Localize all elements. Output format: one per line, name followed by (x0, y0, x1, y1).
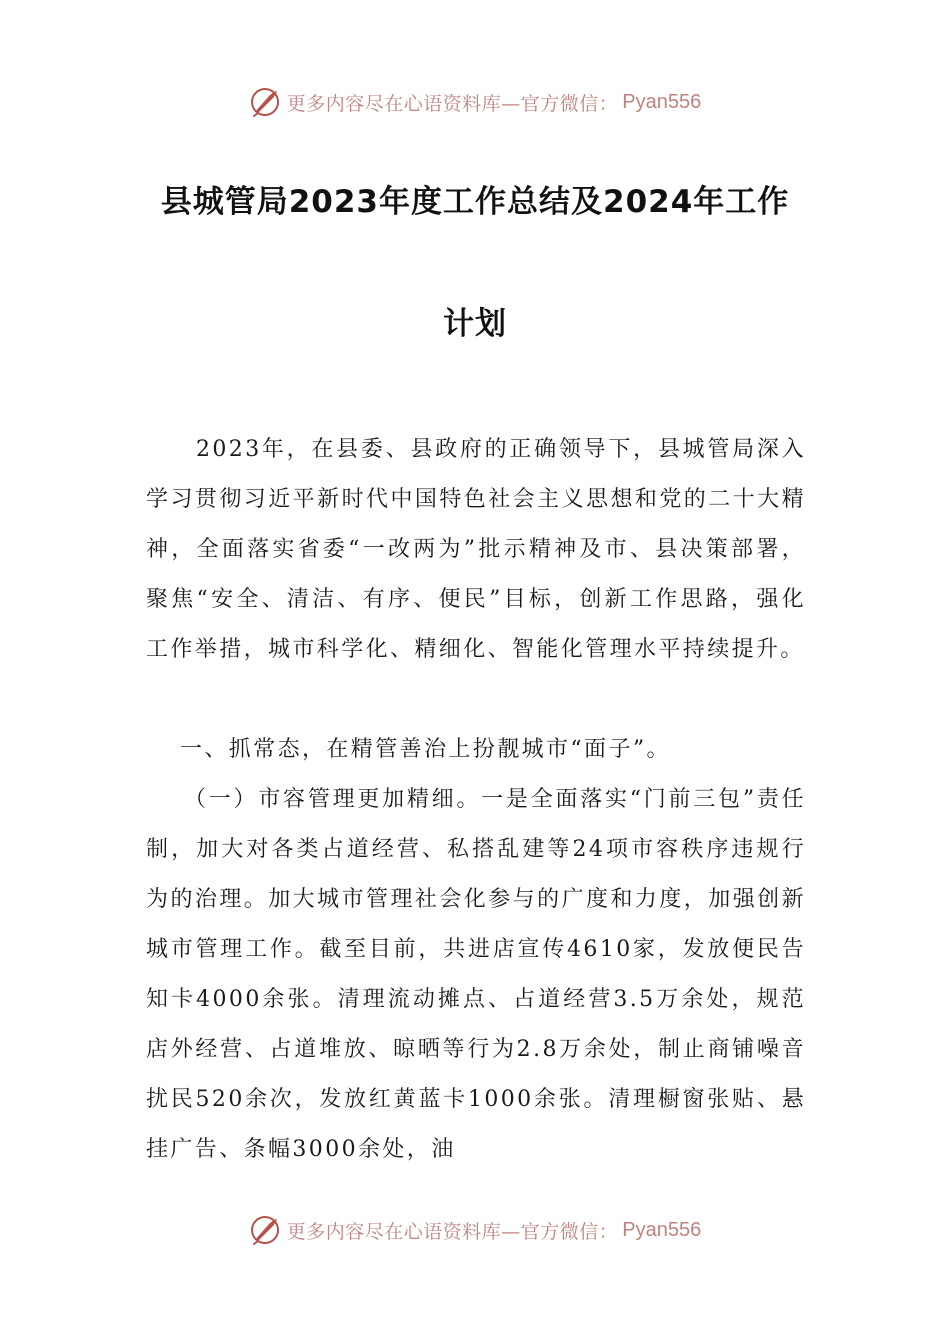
document-title-line-2: 计划 (443, 306, 507, 342)
watermark-wechat-id: Pyan556 (622, 1218, 702, 1241)
watermark-text: 更多内容尽在心语资料库—官方微信： (286, 1220, 619, 1243)
paragraph-1-1: （一）市容管理更加精细。一是全面落实“门前三包”责任制，加大对各类占道经营、私搭乱建等24项市容秩序违规行为的治理。加大城市管理社会化参与的广度和力度，加强创新城市管理工作。截至目前，共进店宣传4610家，发放便民告知卡4000余张。清理流动摊点、占道经营3.5万余处，规范店外经营、占道堆放、晾晒等行为2.8万余处，制止商铺噪音扰民520余次，发放红黄蓝卡1000余张。清理橱窗张贴、悬挂广告、条幅3000余处，油 (146, 787, 806, 1162)
section-heading-1: 一、抓常态，在精管善治上扮靓城市“面子”。 (180, 737, 671, 762)
header-watermark (0, 82, 950, 122)
intro-paragraph: 2023年，在县委、县政府的正确领导下，县城管局深入学习贯彻习近平新时代中国特色社会主义思想和党的二十大精神，全面落实省委“一改两为”批示精神及市、县决策部署，聚焦“安全、清洁、有序、便民”目标，创新工作思路，强化工作举措，城市科学化、精细化、智能化管理水平持续提升。 (146, 437, 806, 662)
watermark-wechat-id: Pyan556 (622, 90, 702, 113)
footer-watermark (0, 1210, 950, 1250)
document-title-line-1: 县城管局2023年度工作总结及2024年工作 (160, 184, 790, 220)
watermark-text: 更多内容尽在心语资料库—官方微信： (286, 92, 619, 115)
quill-pen-logo-icon (249, 1214, 281, 1246)
quill-pen-logo-icon (249, 86, 281, 118)
